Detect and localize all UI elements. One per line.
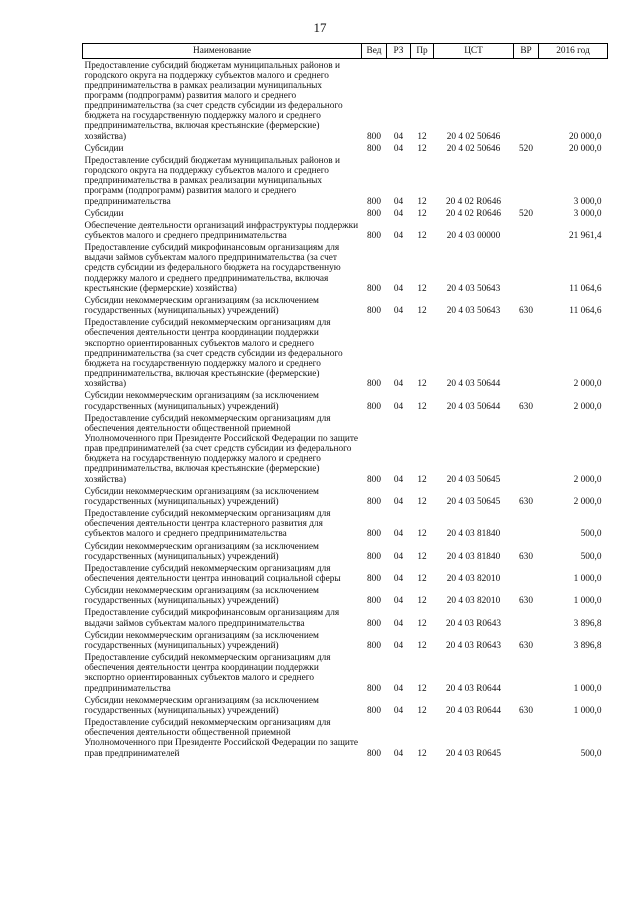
table-row <box>83 717 608 760</box>
row-vr <box>514 562 539 584</box>
table-row <box>83 652 608 695</box>
row-vr <box>514 242 539 295</box>
row-ved: 800 <box>367 231 381 241</box>
row-cst: 20 4 03 R0644 <box>445 705 501 716</box>
row-rz: 04 <box>393 143 404 154</box>
row-amount: 20 000,0 <box>568 131 602 142</box>
table-row <box>83 540 608 562</box>
row-rz: 04 <box>393 574 404 584</box>
row-pr: 12 <box>417 748 427 759</box>
row-amount: 2 000,0 <box>573 474 602 485</box>
row-pr: 12 <box>417 131 427 142</box>
row-vr <box>514 219 539 241</box>
row-rz: 04 <box>393 529 404 540</box>
row-vr: 630 <box>519 551 533 562</box>
row-vr: 630 <box>519 401 533 412</box>
row-ved: 800 <box>367 618 381 629</box>
row-amount: 500,0 <box>580 529 602 540</box>
header-name: Наименование <box>83 44 362 59</box>
row-cst: 20 4 03 00000 <box>446 231 501 241</box>
row-rz: 04 <box>393 474 404 485</box>
row-amount: 2 000,0 <box>573 379 602 390</box>
row-cst: 20 4 03 82010 <box>446 574 501 584</box>
row-amount: 2 000,0 <box>573 496 602 507</box>
row-ved: 800 <box>367 683 381 694</box>
row-amount: 1 000,0 <box>573 596 602 607</box>
row-rz: 04 <box>393 596 404 607</box>
row-cst: 20 4 03 82010 <box>446 596 501 607</box>
table-row <box>83 242 608 295</box>
table-row <box>83 219 608 241</box>
row-name: Предоставление субсидий некоммерческим организациям для обеспечения деятельности центра кластерного развития для субъектов малого и среднего предпринимательства <box>84 509 331 540</box>
row-amount: 3 000,0 <box>573 208 602 219</box>
table-row <box>83 607 608 629</box>
budget-table <box>82 43 608 759</box>
row-amount: 11 064,6 <box>569 306 602 317</box>
row-ved: 800 <box>367 131 381 142</box>
row-name: Субсидии некоммерческим организациям (за исключением государственных (муниципальных) учреждений) <box>84 391 319 412</box>
row-name: Предоставление субсидий бюджетам муниципальных районов и городского округа на поддержку субъектов малого и среднего предпринимательства в рамках реализации муниципальных программ (подпрограмм) развития малого и среднего предпринимательства (за счет средств субсидии из федерального бюджета на государственную поддержку малого и среднего предпринимательства, включая крестьянские (фермерские) хозяйства) <box>84 60 343 142</box>
header-cst: ЦСТ <box>434 44 514 59</box>
header-vr: ВР <box>514 44 539 59</box>
row-amount: 21 961,4 <box>568 231 602 241</box>
table-row <box>83 207 608 219</box>
row-pr: 12 <box>417 618 427 629</box>
row-amount: 1 000,0 <box>573 705 602 716</box>
table-row <box>83 154 608 207</box>
row-vr <box>514 717 539 760</box>
row-vr: 520 <box>519 143 533 154</box>
row-pr: 12 <box>417 143 427 154</box>
row-vr <box>514 607 539 629</box>
table-row <box>83 317 608 390</box>
row-pr: 12 <box>417 474 427 485</box>
row-name: Субсидии некоммерческим организациям (за исключением государственных (муниципальных) учреждений) <box>84 695 319 716</box>
row-amount: 3 000,0 <box>573 196 602 207</box>
row-pr: 12 <box>417 683 427 694</box>
table-row <box>83 294 608 316</box>
row-name: Субсидии некоммерческим организациям (за исключением государственных (муниципальных) учреждений) <box>84 486 319 507</box>
row-amount: 2 000,0 <box>573 401 602 412</box>
row-rz: 04 <box>393 379 404 390</box>
row-vr <box>514 652 539 695</box>
row-rz: 04 <box>393 748 404 759</box>
row-amount: 20 000,0 <box>568 143 602 154</box>
row-cst: 20 4 03 R0643 <box>445 618 501 629</box>
row-ved: 800 <box>367 705 381 716</box>
row-cst: 20 4 03 R0643 <box>445 640 501 651</box>
row-name: Предоставление субсидий некоммерческим организациям для обеспечения деятельности центра координации поддержки экспортно ориентированных субъектов малого и среднего предпринимательства (за счет средств субсидии из федерального бюджета на государственную поддержку малого и среднего предпринимательства, включая крестьянские (фермерские) хозяйства) <box>84 318 343 390</box>
page-number: 17 <box>313 20 327 35</box>
row-pr: 12 <box>417 401 427 412</box>
row-amount: 3 896,8 <box>573 640 602 651</box>
row-rz: 04 <box>393 683 404 694</box>
row-name: Предоставление субсидий некоммерческим организациям для обеспечения деятельности общественной приемной Уполномоченного при Президенте Российской Федерации по защите прав предпринимателей (за счет средств субсидии из федерального бюджета на государственную поддержку малого и среднего предпринимательства, включая крестьянские (фермерские) хозяйства) <box>84 413 359 485</box>
row-rz: 04 <box>393 551 404 562</box>
row-ved: 800 <box>367 143 381 154</box>
row-vr: 630 <box>519 496 533 507</box>
row-name: Субсидии некоммерческим организациям (за исключением государственных (муниципальных) учреждений) <box>84 295 319 317</box>
row-vr: 630 <box>519 705 533 716</box>
row-vr: 630 <box>519 306 533 317</box>
row-name: Предоставление субсидий некоммерческим организациям для обеспечения деятельности общественной приемной Уполномоченного при Президенте Российской Федерации по защите прав предпринимателей <box>84 718 359 759</box>
row-name: Субсидии некоммерческим организациям (за исключением государственных (муниципальных) учреждений) <box>84 586 319 607</box>
table-header-row <box>83 44 608 59</box>
row-ved: 800 <box>367 574 381 584</box>
row-rz: 04 <box>393 231 404 241</box>
row-name: Предоставление субсидий некоммерческим организациям для обеспечения деятельности центра координации поддержки экспортно ориентированных субъектов малого и среднего предпринимательства <box>84 653 331 694</box>
row-vr <box>514 59 539 143</box>
row-name: Предоставление субсидий микрофинансовым организациям для выдачи займов субъектам малого предпринимательства (за счет средств субсидии из федерального бюджета на государственную поддержку малого и среднего предпринимательства, включая крестьянские (фермерские) хозяйства) <box>84 243 341 294</box>
row-rz: 04 <box>393 306 404 317</box>
row-rz: 04 <box>393 496 404 507</box>
table-row <box>83 508 608 540</box>
row-cst: 20 4 02 50646 <box>446 143 501 154</box>
row-amount: 1 000,0 <box>573 574 602 584</box>
row-rz: 04 <box>393 208 404 219</box>
row-name: Субсидии <box>84 208 124 219</box>
row-cst: 20 4 03 R0644 <box>445 683 501 694</box>
row-pr: 12 <box>417 196 427 207</box>
row-pr: 12 <box>417 306 427 317</box>
row-pr: 12 <box>417 551 427 562</box>
row-name: Субсидии <box>84 143 124 154</box>
row-rz: 04 <box>393 705 404 716</box>
header-rz: РЗ <box>387 44 411 59</box>
row-ved: 800 <box>367 283 381 294</box>
table-row <box>83 412 608 485</box>
row-cst: 20 4 03 81840 <box>446 551 501 562</box>
row-pr: 12 <box>417 640 427 651</box>
table-row <box>83 485 608 507</box>
row-pr: 12 <box>417 283 427 294</box>
table-body <box>83 59 608 760</box>
row-vr <box>514 508 539 540</box>
table-row <box>83 629 608 651</box>
row-rz: 04 <box>393 196 404 207</box>
row-ved: 800 <box>367 748 381 759</box>
row-ved: 800 <box>367 596 381 607</box>
row-pr: 12 <box>417 705 427 716</box>
row-cst: 20 4 03 R0645 <box>445 748 501 759</box>
row-ved: 800 <box>367 496 381 507</box>
row-vr <box>514 154 539 207</box>
row-cst: 20 4 03 50643 <box>446 306 501 317</box>
row-rz: 04 <box>393 283 404 294</box>
row-cst: 20 4 02 R0646 <box>445 196 501 207</box>
table-row <box>83 694 608 716</box>
row-vr: 630 <box>519 596 533 607</box>
row-name: Предоставление субсидий микрофинансовым организациям для выдачи займов субъектам малого предпринимательства <box>84 608 340 629</box>
row-name: Обеспечение деятельности организаций инфраструктуры поддержки субъектов малого и среднего предпринимательства <box>84 220 359 241</box>
table-row <box>83 562 608 584</box>
row-rz: 04 <box>393 401 404 412</box>
row-pr: 12 <box>417 529 427 540</box>
row-cst: 20 4 03 50644 <box>446 379 501 390</box>
row-vr <box>514 412 539 485</box>
row-pr: 12 <box>417 208 427 219</box>
row-vr: 630 <box>519 640 533 651</box>
row-ved: 800 <box>367 551 381 562</box>
row-ved: 800 <box>367 196 381 207</box>
row-vr: 520 <box>519 208 533 219</box>
header-pr: Пр <box>411 44 434 59</box>
row-ved: 800 <box>367 306 381 317</box>
row-rz: 04 <box>393 618 404 629</box>
row-ved: 800 <box>367 474 381 485</box>
row-ved: 800 <box>367 379 381 390</box>
row-pr: 12 <box>417 496 427 507</box>
row-ved: 800 <box>367 208 381 219</box>
header-year: 2016 год <box>539 44 608 59</box>
row-vr <box>514 317 539 390</box>
row-ved: 800 <box>367 640 381 651</box>
row-cst: 20 4 03 50643 <box>446 283 501 294</box>
row-name: Субсидии некоммерческим организациям (за исключением государственных (муниципальных) учреждений) <box>84 541 319 562</box>
row-amount: 500,0 <box>580 551 602 562</box>
row-pr: 12 <box>417 596 427 607</box>
row-amount: 3 896,8 <box>573 618 602 629</box>
row-cst: 20 4 03 50644 <box>446 401 501 412</box>
row-cst: 20 4 03 50645 <box>446 496 501 507</box>
table-row <box>83 390 608 412</box>
row-ved: 800 <box>367 529 381 540</box>
row-amount: 11 064,6 <box>569 283 602 294</box>
row-amount: 500,0 <box>580 748 602 759</box>
row-cst: 20 4 03 50645 <box>446 474 501 485</box>
row-name: Предоставление субсидий бюджетам муниципальных районов и городского округа на поддержку субъектов малого и среднего предпринимательства в рамках реализации муниципальных программ (подпрограмм) развития малого и среднего предпринимательства <box>84 155 340 207</box>
table-row <box>83 585 608 607</box>
header-ved: Вед <box>362 44 387 59</box>
row-cst: 20 4 02 50646 <box>446 131 501 142</box>
row-pr: 12 <box>417 231 427 241</box>
row-pr: 12 <box>417 379 427 390</box>
row-name: Субсидии некоммерческим организациям (за исключением государственных (муниципальных) учреждений) <box>84 630 319 651</box>
row-amount: 1 000,0 <box>573 683 602 694</box>
row-ved: 800 <box>367 401 381 412</box>
row-rz: 04 <box>393 131 404 142</box>
row-cst: 20 4 03 81840 <box>446 529 501 540</box>
row-cst: 20 4 02 R0646 <box>445 208 501 219</box>
row-pr: 12 <box>417 574 427 584</box>
row-rz: 04 <box>393 640 404 651</box>
row-name: Предоставление субсидий некоммерческим организациям для обеспечения деятельности центра инноваций социальной сферы <box>84 563 341 584</box>
table-row <box>83 59 608 143</box>
table-row <box>83 142 608 154</box>
